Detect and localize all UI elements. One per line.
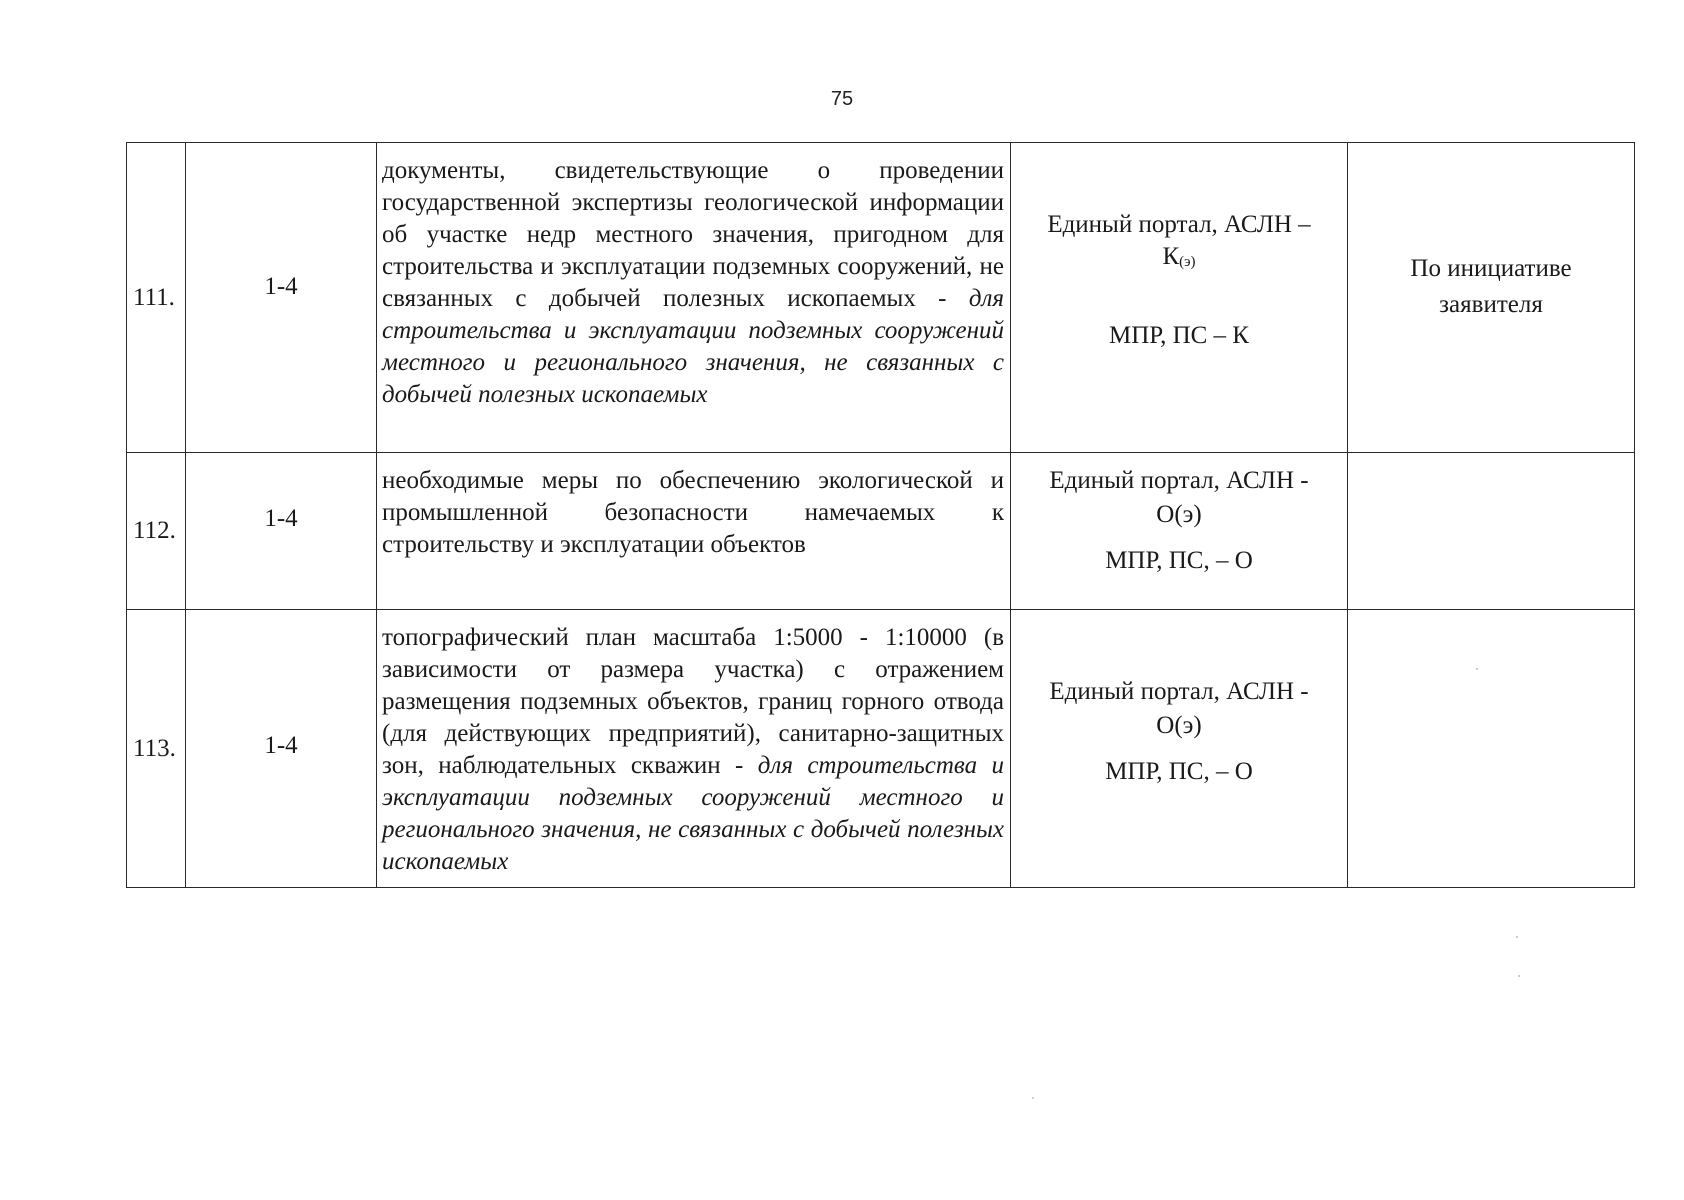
source-line-1: Единый портал, АСЛН - — [1049, 467, 1309, 494]
source-cell — [1011, 610, 1348, 888]
source-line-1: Единый портал, АСЛН - — [1049, 678, 1309, 705]
term-value: 1-4 — [264, 273, 298, 300]
description-italic-text: для строительства и эксплуатации подземных сооружений местного и регионального значения, не связанных с добычей полезных ископаемых — [382, 752, 1004, 875]
term-value: 1-4 — [264, 732, 298, 759]
term-cell — [186, 143, 377, 453]
term-cell — [186, 453, 377, 610]
scan-speck — [1476, 668, 1478, 670]
description-text: топографический план масштаба 1:5000 - 1:10000 (в зависимости от размера участка) с отражением размещения подземных объектов, границ горного отвода (для действующих предприятий), санитарно-защитных зон, наблюдательных скважин - — [382, 624, 1004, 779]
scan-speck — [1032, 1097, 1034, 1099]
row-number: 113. — [127, 610, 186, 888]
source-line-2: К(э) — [1162, 243, 1196, 270]
source-line-2: О(э) — [1156, 712, 1202, 739]
source-line-3: МПР, ПС, – О — [1105, 758, 1253, 785]
table-row — [127, 453, 1635, 610]
description-text: документы, свидетельствующие о проведении государственной экспертизы геологической информации об участке недр местного значения, пригодном для строительства и эксплуатации подземных сооружений, не связанных с добычей полезных ископаемых - — [382, 157, 1004, 312]
document-table — [126, 142, 1635, 888]
source-cell — [1011, 143, 1348, 453]
note-cell — [1348, 143, 1635, 453]
scan-speck — [1518, 975, 1520, 977]
note-text: По инициативе заявителя — [1410, 255, 1572, 318]
source-line-3: МПР, ПС, – О — [1105, 547, 1253, 574]
scan-speck — [1516, 936, 1518, 938]
table-row — [127, 610, 1635, 888]
source-line-1: Единый портал, АСЛН – — [1047, 211, 1311, 238]
table-row — [127, 143, 1635, 453]
row-number: 111. — [127, 143, 186, 453]
note-cell — [1348, 610, 1635, 888]
description-italic-text: для строительства и эксплуатации подземных сооружений местного и регионального значения, не связанных с добычей полезных ископаемых — [382, 285, 1004, 408]
description-cell — [377, 453, 1011, 610]
note-cell — [1348, 453, 1635, 610]
page-number: 75 — [830, 88, 854, 110]
term-value: 1-4 — [264, 505, 298, 532]
source-line-3: МПР, ПС – К — [1109, 322, 1249, 349]
row-number: 112. — [127, 453, 186, 610]
source-cell — [1011, 453, 1348, 610]
term-cell — [186, 610, 377, 888]
source-line-2: О(э) — [1156, 501, 1202, 528]
description-cell — [377, 143, 1011, 453]
description-text: необходимые меры по обеспечению экологической и промышленной безопасности намечаемых к строительству и эксплуатации объектов — [382, 467, 1004, 558]
description-cell — [377, 610, 1011, 888]
